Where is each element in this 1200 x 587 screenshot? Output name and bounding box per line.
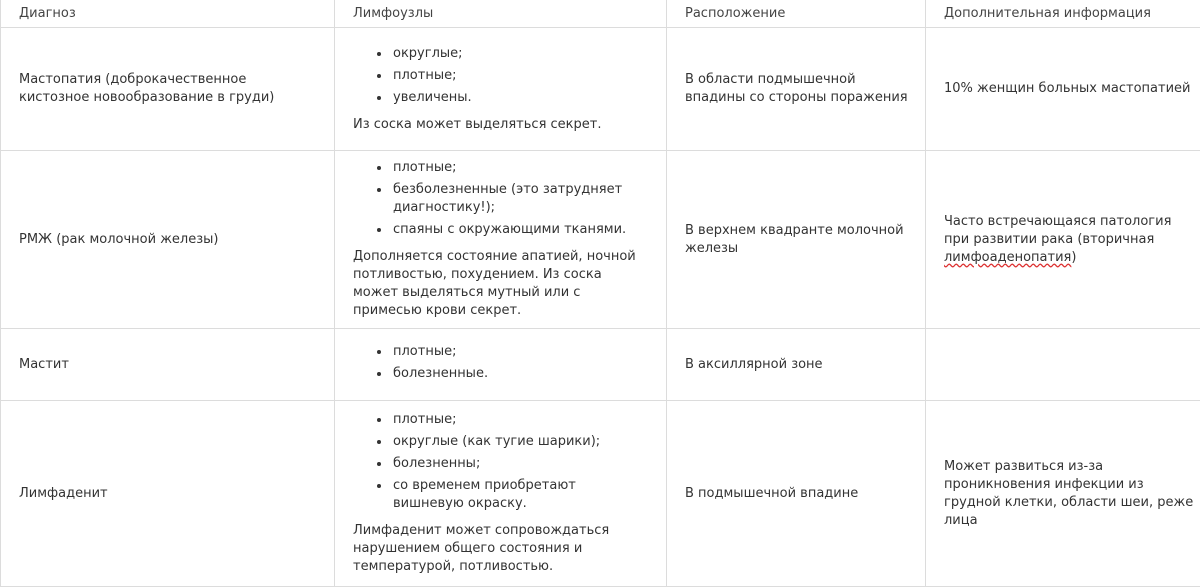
location-cell: В верхнем квадранте молочной железы	[667, 151, 926, 329]
table-row	[1, 151, 1200, 329]
info-text: Часто встречающаяся патология при развитии рака (вторичная	[944, 214, 1171, 247]
list-item: • спаяны с окружающими тканями.	[391, 221, 650, 239]
table-header-row	[1, 0, 1200, 28]
location-cell: В подмышечной впадине	[667, 401, 926, 587]
lymph-nodes-note: Дополняется состояние апатией, ночной потливостью, похудением. Из соска может выделяться мутный или с примесью крови секрет.	[353, 248, 650, 320]
list-item: • плотные;	[391, 159, 650, 177]
lymph-nodes-cell	[335, 401, 667, 587]
lymph-nodes-note: Лимфаденит может сопровождаться нарушением общего состояния и температурой, потливостью.	[353, 522, 650, 576]
spellcheck-underlined-word: лимфоаденопатия	[944, 250, 1071, 265]
list-item: • округлые (как тугие шарики);	[391, 433, 650, 451]
lymph-nodes-list	[353, 159, 650, 239]
info-text-end: )	[1071, 250, 1076, 265]
header-diagnosis: Диагноз	[1, 0, 335, 28]
additional-info-cell: 10% женщин больных мастопатией	[926, 28, 1200, 151]
lymph-nodes-list	[353, 45, 650, 107]
header-additional-info: Дополнительная информация	[926, 0, 1200, 28]
list-item: • плотные;	[391, 411, 650, 429]
lymph-nodes-cell	[335, 151, 667, 329]
diagnosis-cell: Мастопатия (доброкачественное кистозное новообразование в груди)	[1, 28, 335, 151]
location-cell: В аксиллярной зоне	[667, 329, 926, 401]
list-item: • плотные;	[391, 67, 650, 85]
table-row	[1, 401, 1200, 587]
lymph-nodes-list	[353, 411, 650, 513]
additional-info-cell	[926, 151, 1200, 329]
list-item: • увеличены.	[391, 89, 650, 107]
table-row	[1, 329, 1200, 401]
additional-info-cell	[926, 329, 1200, 401]
diagnosis-cell: РМЖ (рак молочной железы)	[1, 151, 335, 329]
table-row	[1, 28, 1200, 151]
lymph-nodes-cell	[335, 329, 667, 401]
list-item: • плотные;	[391, 343, 650, 361]
header-lymph-nodes: Лимфоузлы	[335, 0, 667, 28]
diagnosis-cell: Мастит	[1, 329, 335, 401]
lymph-nodes-cell	[335, 28, 667, 151]
additional-info-cell: Может развиться из-за проникновения инфекции из грудной клетки, области шеи, реже лица	[926, 401, 1200, 587]
list-item: • болезненные.	[391, 365, 650, 383]
list-item: • болезненны;	[391, 455, 650, 473]
diagnosis-cell: Лимфаденит	[1, 401, 335, 587]
location-cell: В области подмышечной впадины со стороны поражения	[667, 28, 926, 151]
list-item: • со временем приобретают вишневую окраску.	[391, 477, 650, 513]
list-item: • округлые;	[391, 45, 650, 63]
lymph-nodes-note: Из соска может выделяться секрет.	[353, 116, 650, 134]
header-location: Расположение	[667, 0, 926, 28]
list-item: • безболезненные (это затрудняет диагностику!);	[391, 181, 650, 217]
lymph-nodes-list	[353, 343, 650, 383]
